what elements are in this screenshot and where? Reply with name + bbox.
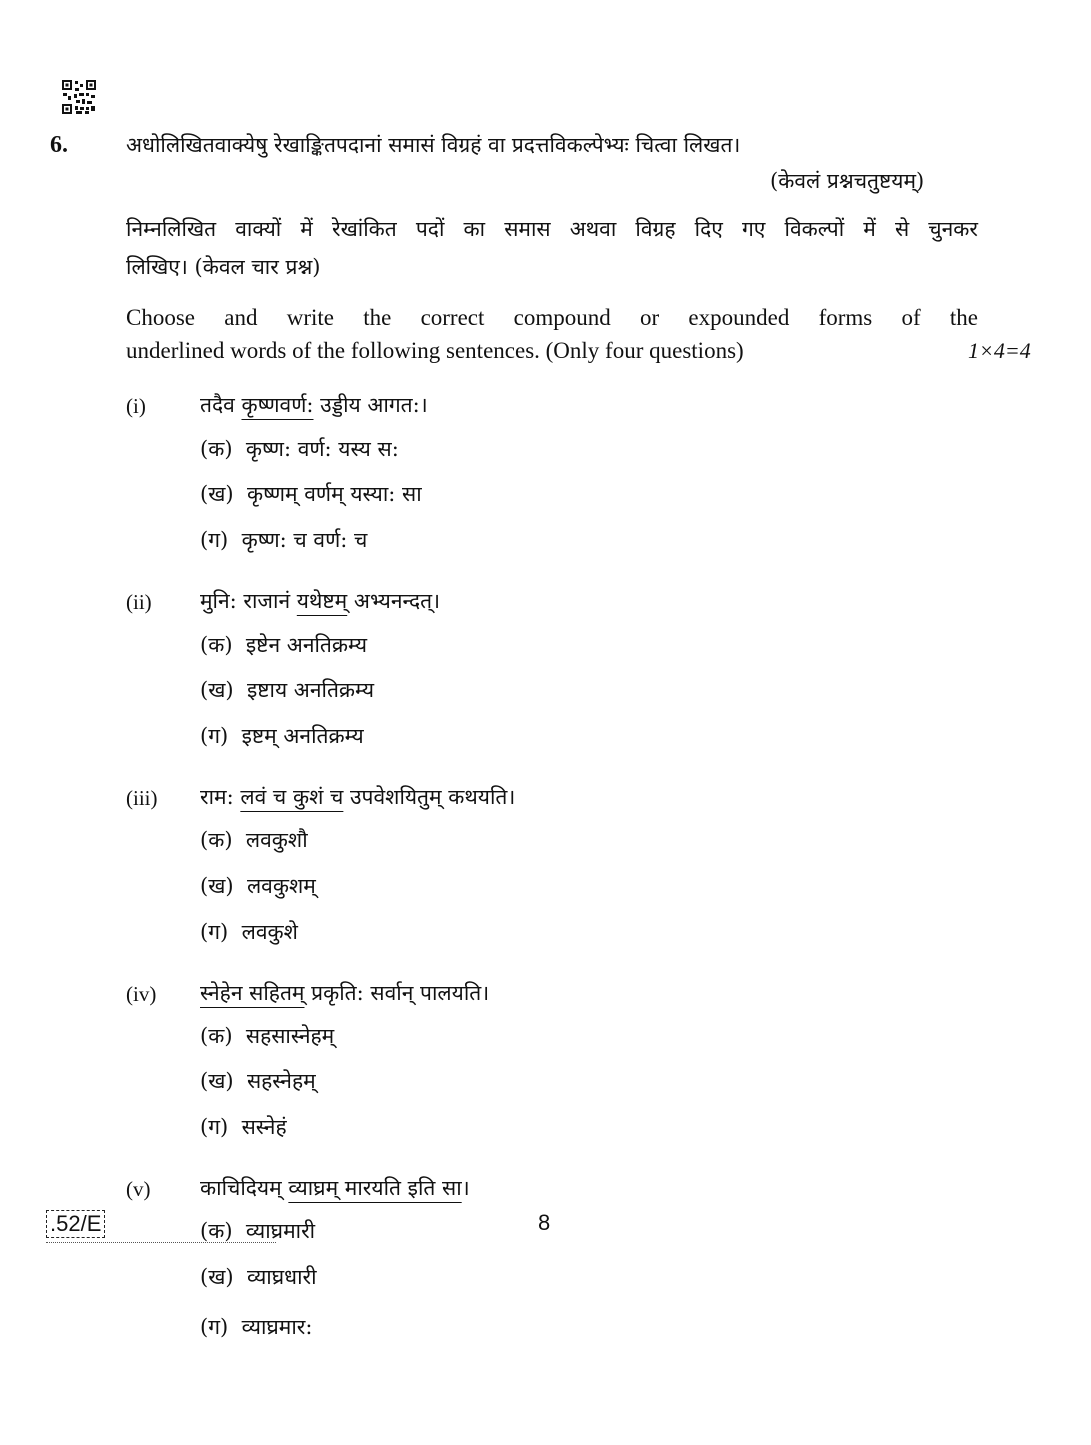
english-instruction-line1: Choose and write the correct compound or expounded forms of the bbox=[126, 305, 978, 330]
part-label: (v) bbox=[126, 1177, 151, 1201]
hindi-instruction-line2: लिखिए। (केवल चार प्रश्न) bbox=[126, 255, 321, 279]
sanskrit-note: (केवलं प्रश्नचतुष्टयम्) bbox=[770, 169, 925, 193]
option: (ग) इष्टम् अनतिक्रम्य bbox=[200, 724, 364, 748]
part-label: (iv) bbox=[126, 982, 157, 1006]
sanskrit-instruction: अधोलिखितवाक्येषु रेखाङ्कितपदानां समासं विग्रहं वा प्रदत्तविकल्पेभ्यः चित्वा लिखत। bbox=[126, 133, 741, 157]
option: (क) सहसास्नेहम् bbox=[200, 1024, 335, 1048]
underlined-word: कृष्णवर्ण: bbox=[241, 393, 314, 417]
underlined-word: यथेष्टम् bbox=[296, 589, 348, 613]
option: (क) कृष्ण: वर्ण: यस्य स: bbox=[200, 437, 399, 461]
part-sentence: काचिदियम् व्याघ्रम् मारयति इति सा। bbox=[200, 1176, 470, 1200]
option: (क) लवकुशौ bbox=[200, 828, 308, 852]
part-sentence: स्नेहेन सहितम् प्रकृति: सर्वान् पालयति। bbox=[200, 981, 490, 1005]
footer-divider bbox=[46, 1242, 276, 1243]
page-number: 8 bbox=[538, 1210, 551, 1235]
option: (ख) इष्टाय अनतिक्रम्य bbox=[200, 678, 375, 702]
hindi-instruction-line1: निम्नलिखित वाक्यों में रेखांकित पदों का समास अथवा विग्रह दिए गए विकल्पों में से चुनकर bbox=[126, 217, 978, 241]
part-sentence: मुनि: राजानं यथेष्टम् अभ्यनन्दत्। bbox=[200, 589, 441, 613]
option: (ग) व्याघ्रमार: bbox=[200, 1315, 313, 1339]
part-sentence: राम: लवं च कुशं च उपवेशयितुम् कथयति। bbox=[200, 785, 516, 809]
part-label: (i) bbox=[126, 394, 146, 418]
option: (ख) कृष्णम् वर्णम् यस्या: सा bbox=[200, 482, 422, 506]
underlined-word: लवं च कुशं च bbox=[240, 785, 344, 809]
option: (ग) सस्नेहं bbox=[200, 1115, 287, 1139]
part-label: (iii) bbox=[126, 786, 158, 810]
option: (ख) व्याघ्रधारी bbox=[200, 1265, 317, 1289]
option: (ख) लवकुशम् bbox=[200, 874, 316, 898]
qr-code-icon bbox=[62, 80, 96, 114]
paper-code: .52/E bbox=[46, 1210, 105, 1238]
option: (ग) कृष्ण: च वर्ण: च bbox=[200, 528, 368, 552]
english-instruction-line2: underlined words of the following sentences. (Only four questions) bbox=[126, 338, 744, 363]
question-number: 6. bbox=[50, 132, 68, 158]
option: (ग) लवकुशे bbox=[200, 920, 298, 944]
underlined-word: व्याघ्रम् मारयति इति सा bbox=[288, 1176, 462, 1200]
marks: 1×4=4 bbox=[968, 338, 1031, 363]
underlined-word: स्नेहेन सहितम् bbox=[200, 981, 305, 1005]
part-sentence: तदैव कृष्णवर्ण: उड्डीय आगत:। bbox=[200, 393, 428, 417]
part-label: (ii) bbox=[126, 590, 152, 614]
option: (क) व्याघ्रमारी bbox=[200, 1219, 316, 1243]
option: (ख) सहस्नेहम् bbox=[200, 1069, 316, 1093]
option: (क) इष्टेन अनतिक्रम्य bbox=[200, 633, 368, 657]
